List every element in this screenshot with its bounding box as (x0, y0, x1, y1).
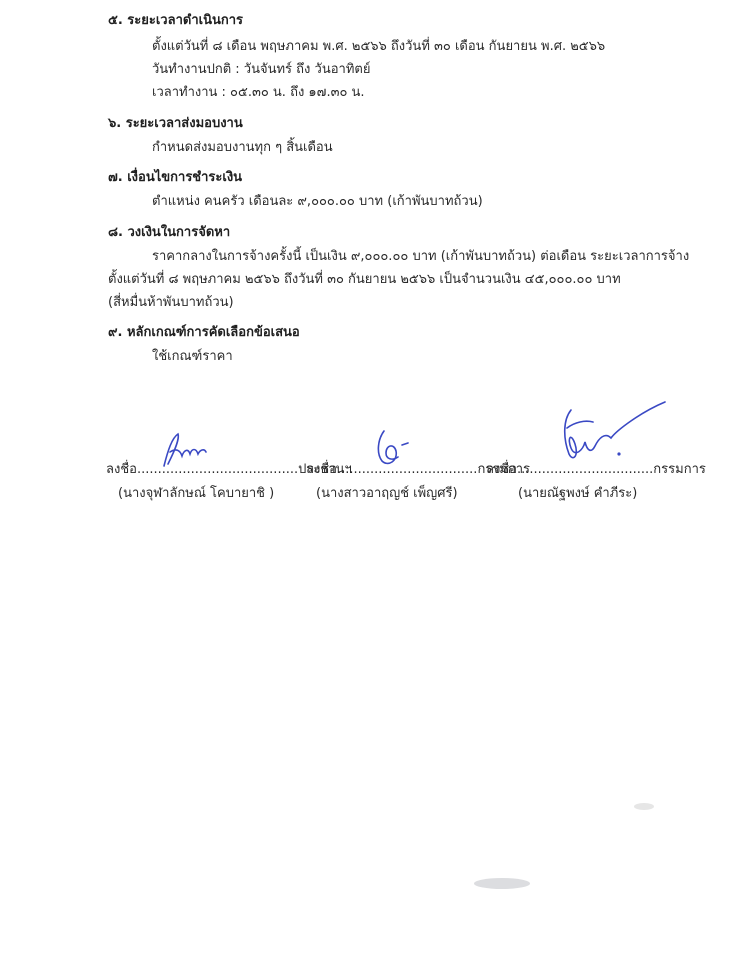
section-6-line-1: กำหนดส่งมอบงานทุก ๆ สิ้นเดือน (152, 140, 333, 155)
section-9-heading: ๙. หลักเกณฑ์การคัดเลือกข้อเสนอ (108, 325, 300, 340)
section-5-line-2: วันทำงานปกติ : วันจันทร์ ถึง วันอาทิตย์ (152, 62, 371, 77)
section-5-line-1: ตั้งแต่วันที่ ๘ เดือน พฤษภาคม พ.ศ. ๒๕๖๖ ถึงวันที่ ๓๐ เดือน กันยายน พ.ศ. ๒๕๖๖ (152, 39, 606, 54)
signature-3-name: (นายณัฐพงษ์ คำภีระ) (518, 486, 638, 501)
section-5-line-3: เวลาทำงาน : ๐๕.๓๐ น. ถึง ๑๗.๓๐ น. (152, 85, 365, 100)
signature-1-name: (นางจุฬาลักษณ์ โคบายาชิ ) (118, 486, 275, 501)
section-6-heading: ๖. ระยะเวลาส่งมอบงาน (108, 116, 243, 131)
signature-2-name: (นางสาวอาฤญช์ เพ็ญศรี) (316, 486, 458, 501)
scan-smudge (474, 878, 530, 889)
section-7-heading: ๗. เงื่อนไขการชำระเงิน (108, 170, 243, 185)
section-7-line-1: ตำแหน่ง คนครัว เดือนละ ๙,๐๐๐.๐๐ บาท (เก้าพันบาทถ้วน) (152, 194, 483, 209)
section-8-heading: ๘. วงเงินในการจัดหา (108, 225, 231, 240)
signature-3-line: ลงชื่อ.................................กรรมการ (486, 462, 706, 477)
section-9-line-1: ใช้เกณฑ์ราคา (152, 349, 233, 364)
section-8-line-1: ราคากลางในการจ้างครั้งนี้ เป็นเงิน ๙,๐๐๐.๐๐ บาท (เก้าพันบาทถ้วน) ต่อเดือน ระยะเวลาการจ้าง (152, 249, 690, 264)
scan-smudge (634, 803, 654, 810)
signature-1-line: ลงชื่อ.......................................ประธานฯ (106, 462, 352, 477)
section-8-line-2: ตั้งแต่วันที่ ๘ พฤษภาคม ๒๕๖๖ ถึงวันที่ ๓๐ กันยายน ๒๕๖๖ เป็นจำนวนเงิน ๔๕,๐๐๐.๐๐ บาท (108, 272, 621, 287)
signature-2-line: ลงชื่อ..................................กรรมการ (306, 462, 531, 477)
section-5-heading: ๕. ระยะเวลาดำเนินการ (108, 13, 243, 28)
section-8-line-3: (สี่หมื่นห้าพันบาทถ้วน) (108, 295, 234, 310)
